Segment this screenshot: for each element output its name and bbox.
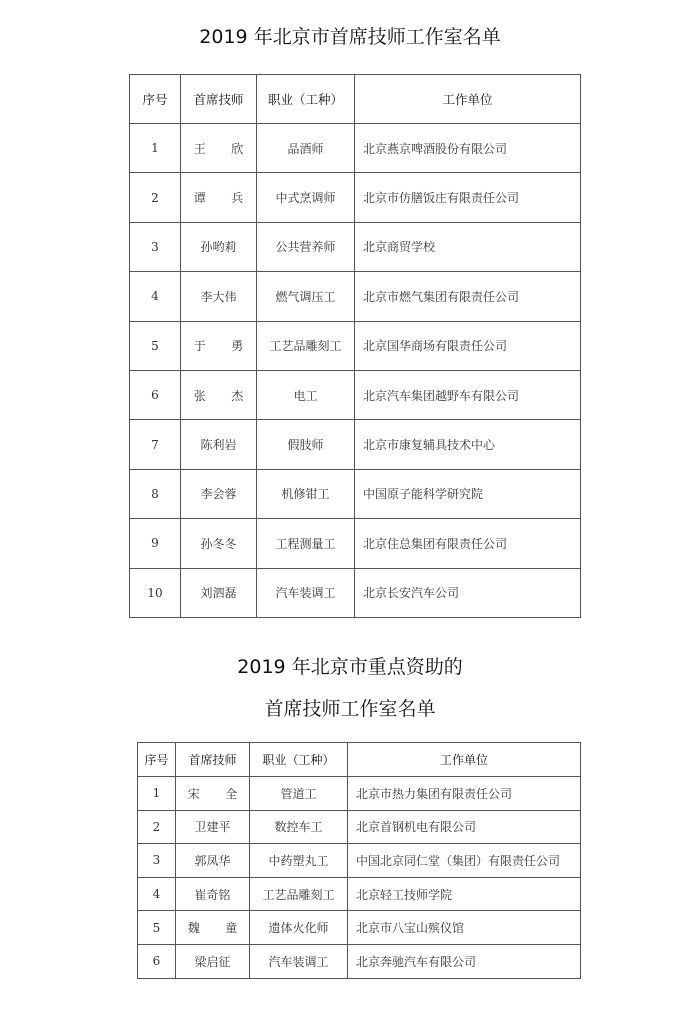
- technician-name: 张 杰: [181, 370, 257, 419]
- row-number: 1: [130, 124, 181, 173]
- row-number: 8: [130, 469, 181, 518]
- occupation: 工程测量工: [257, 519, 355, 568]
- occupation: 电工: [257, 370, 355, 419]
- table-row: [138, 844, 581, 878]
- technician-name: 陈利岩: [181, 420, 257, 469]
- row-number: 3: [130, 222, 181, 271]
- table-row: [130, 420, 581, 469]
- page-title: 2019 年北京市首席技师工作室名单: [199, 26, 501, 48]
- occupation: 中药塑丸工: [250, 844, 348, 878]
- row-number: 4: [138, 877, 176, 911]
- employer: 中国原子能科学研究院: [355, 469, 581, 518]
- occupation: 假肢师: [257, 420, 355, 469]
- employer: 北京市八宝山殡仪馆: [348, 911, 581, 945]
- employer: 北京奔驰汽车有限公司: [348, 944, 581, 978]
- row-number: 5: [130, 321, 181, 370]
- row-number: 5: [138, 911, 176, 945]
- occupation: 数控车工: [250, 810, 348, 844]
- technician-name: 郭凤华: [176, 844, 250, 878]
- table-row: [130, 568, 581, 617]
- occupation: 工艺品雕刻工: [257, 321, 355, 370]
- technician-name: 谭 兵: [181, 173, 257, 222]
- employer: 中国北京同仁堂（集团）有限责任公司: [348, 844, 581, 878]
- table-body: [130, 124, 581, 618]
- row-number: 9: [130, 519, 181, 568]
- occupation: 燃气调压工: [257, 272, 355, 321]
- table-row: [138, 777, 581, 811]
- row-number: 6: [138, 944, 176, 978]
- technician-name: 于 勇: [181, 321, 257, 370]
- table-row: [138, 944, 581, 978]
- occupation: 汽车装调工: [257, 568, 355, 617]
- technician-name: 李会蓉: [181, 469, 257, 518]
- employer: 北京市仿膳饭庄有限责任公司: [355, 173, 581, 222]
- header-name: 首席技师: [181, 75, 257, 124]
- technician-name: 崔奇铭: [176, 877, 250, 911]
- technician-name: 宋 全: [176, 777, 250, 811]
- technician-name: 梁启征: [176, 944, 250, 978]
- employer: 北京住总集团有限责任公司: [355, 519, 581, 568]
- employer: 北京市燃气集团有限责任公司: [355, 272, 581, 321]
- technician-name: 李大伟: [181, 272, 257, 321]
- row-number: 7: [130, 420, 181, 469]
- employer: 北京国华商场有限责任公司: [355, 321, 581, 370]
- table-row: [130, 222, 581, 271]
- employer: 北京市热力集团有限责任公司: [348, 777, 581, 811]
- row-number: 10: [130, 568, 181, 617]
- table-row: [130, 124, 581, 173]
- occupation: 机修钳工: [257, 469, 355, 518]
- table-row: [130, 173, 581, 222]
- occupation: 汽车装调工: [250, 944, 348, 978]
- header-name: 首席技师: [176, 743, 250, 777]
- funded-technician-table: [137, 742, 581, 979]
- table-row: [130, 272, 581, 321]
- technician-name: 卫建平: [176, 810, 250, 844]
- technician-name: 刘泗磊: [181, 568, 257, 617]
- occupation: 品酒师: [257, 124, 355, 173]
- row-number: 2: [138, 810, 176, 844]
- header-unit: 工作单位: [355, 75, 581, 124]
- occupation: 公共营养师: [257, 222, 355, 271]
- row-number: 4: [130, 272, 181, 321]
- occupation: 工艺品雕刻工: [250, 877, 348, 911]
- employer: 北京汽车集团越野车有限公司: [355, 370, 581, 419]
- employer: 北京首钢机电有限公司: [348, 810, 581, 844]
- technician-name: 魏 童: [176, 911, 250, 945]
- technician-name: 孙冬冬: [181, 519, 257, 568]
- technician-name: 孙哟莉: [181, 222, 257, 271]
- section2-title-line2: 首席技师工作室名单: [264, 698, 436, 720]
- chief-technician-table: [129, 74, 581, 618]
- employer: 北京长安汽车公司: [355, 568, 581, 617]
- table-row: [130, 469, 581, 518]
- table-row: [130, 519, 581, 568]
- header-unit: 工作单位: [348, 743, 581, 777]
- employer: 北京燕京啤酒股份有限公司: [355, 124, 581, 173]
- employer: 北京商贸学校: [355, 222, 581, 271]
- employer: 北京市康复辅具技术中心: [355, 420, 581, 469]
- table-row: [138, 810, 581, 844]
- table-body: [138, 777, 581, 979]
- table-row: [130, 370, 581, 419]
- occupation: 中式烹调师: [257, 173, 355, 222]
- employer: 北京轻工技师学院: [348, 877, 581, 911]
- table-row: [138, 911, 581, 945]
- header-no: 序号: [138, 743, 176, 777]
- row-number: 3: [138, 844, 176, 878]
- occupation: 遗体火化师: [250, 911, 348, 945]
- row-number: 6: [130, 370, 181, 419]
- occupation: 管道工: [250, 777, 348, 811]
- table-row: [130, 321, 581, 370]
- table-header-row: [130, 75, 581, 124]
- header-job: 职业（工种）: [257, 75, 355, 124]
- technician-name: 王 欣: [181, 124, 257, 173]
- section2-title-line1: 2019 年北京市重点资助的: [237, 656, 463, 678]
- row-number: 1: [138, 777, 176, 811]
- header-no: 序号: [130, 75, 181, 124]
- table-row: [138, 877, 581, 911]
- header-job: 职业（工种）: [250, 743, 348, 777]
- table-header-row: [138, 743, 581, 777]
- row-number: 2: [130, 173, 181, 222]
